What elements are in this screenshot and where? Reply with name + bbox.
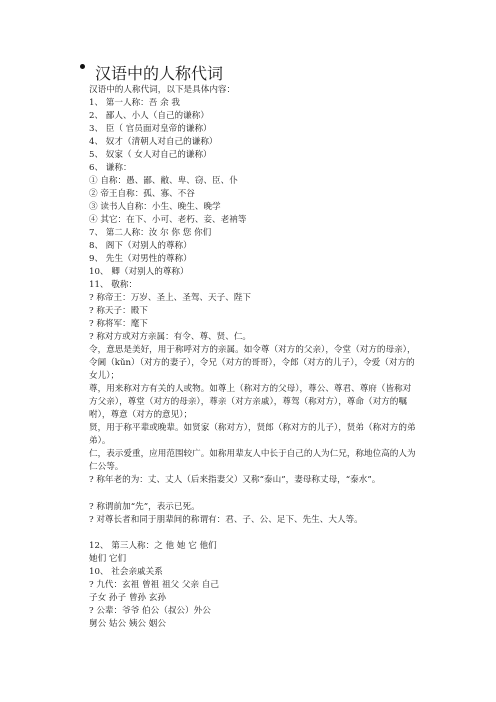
- text-line: 仁，表示爱重，应用范围较广。如称用辈友人中长于自己的人为仁兄，称地位高的人为仁公等。: [89, 449, 416, 473]
- text-line: ? 称将军：麾下: [89, 319, 148, 330]
- text-line: ? 称年老的为：丈、丈人（后来指妻父）又称“泰山”，妻母称丈母，“泰水”。: [89, 475, 381, 486]
- text-line: ? 九代：玄祖 曾祖 祖父 父亲 自己: [89, 579, 219, 590]
- text-line: ? 称帝王：万岁、圣上、圣驾、天子、陛下: [89, 293, 252, 304]
- text-line: 舅公 姑公 姨公 姻公: [89, 618, 166, 629]
- text-line: 12、 第三人称：之 他 她 它 他们: [89, 540, 217, 551]
- text-line: 11、 敬称：: [89, 280, 138, 291]
- text-line: 9、 先生（对男性的尊称）: [89, 254, 192, 265]
- text-line: [89, 527, 419, 540]
- document-body: [89, 84, 419, 631]
- text-line: 4、 奴才（清朝人对自己的谦称）: [89, 137, 218, 148]
- text-line: 贤，用于称平辈或晚辈。如贤家（称对方），贤郎（称对方的儿子），贤弟（称对方的弟弟）。: [89, 423, 416, 447]
- bullet-dot-icon: [80, 64, 85, 69]
- text-line: 子女 孙子 曾孙 玄孙: [89, 592, 166, 603]
- text-line: 7、 第二人称：汝 尔 你 您 你们: [89, 228, 212, 239]
- text-line: ? 称对方或对方亲属：有令、尊、贤、仁。: [89, 332, 252, 343]
- text-line: 1、 第一人称：吾 余 我: [89, 98, 181, 109]
- text-line: ? 称谓前加“先”，表示已死。: [89, 501, 200, 512]
- text-line: ① 自称：愚、鄙、敝、卑、窃、臣、仆: [89, 176, 238, 187]
- text-line: ? 公辈：爷爷 伯公（叔公）外公: [89, 605, 211, 616]
- text-line: 5、 奴家（ 女人对自己的谦称）: [89, 150, 212, 161]
- text-line: [89, 487, 419, 500]
- text-line: 令，意思是美好，用于称呼对方的亲属。如令尊（对方的父亲），令堂（对方的母亲），令阃（kǔn）（对方的妻子），令兄（对方的哥哥），令郎（对方的儿子），令爱（对方的女儿）；: [89, 345, 416, 382]
- text-line: 汉语中的人称代词，以下是具体内容：: [89, 85, 236, 95]
- text-line: 8、 阁下（对别人的尊称）: [89, 241, 192, 252]
- text-line: ② 帝王自称：孤、寡、不谷: [89, 189, 195, 200]
- text-line: 她们 它们: [89, 553, 127, 564]
- text-line: 尊，用来称对方有关的人或物。如尊上（称对方的父母），尊公、尊君、尊府（皆称对方父亲），尊堂（对方的母亲），尊亲（对方亲戚），尊驾（称对方），尊命（对方的嘱咐），尊意（对方的意见）；: [89, 384, 412, 421]
- text-line: 10、 社会亲戚关系: [89, 566, 163, 577]
- text-line: 3、 臣（ 官员面对皇帝的谦称）: [89, 124, 212, 135]
- text-line: ③ 读书人自称：小生、晚生、晚学: [89, 202, 221, 213]
- section-heading: 汉语中的人称代词: [95, 64, 224, 83]
- text-line: 2、 鄙人、小人（自己的谦称）: [89, 111, 209, 122]
- text-line: ? 称天子：殿下: [89, 306, 148, 317]
- text-line: ? 对尊长者和同于朋辈间的称谓有：君、子、公、足下、先生、大人等。: [89, 514, 363, 525]
- text-line: 10、 卿（对别人的尊称）: [89, 267, 189, 278]
- text-line: ④ 其它：在下、小可、老朽、妾、老衲等: [89, 215, 247, 226]
- text-line: 6、 谦称：: [89, 163, 132, 174]
